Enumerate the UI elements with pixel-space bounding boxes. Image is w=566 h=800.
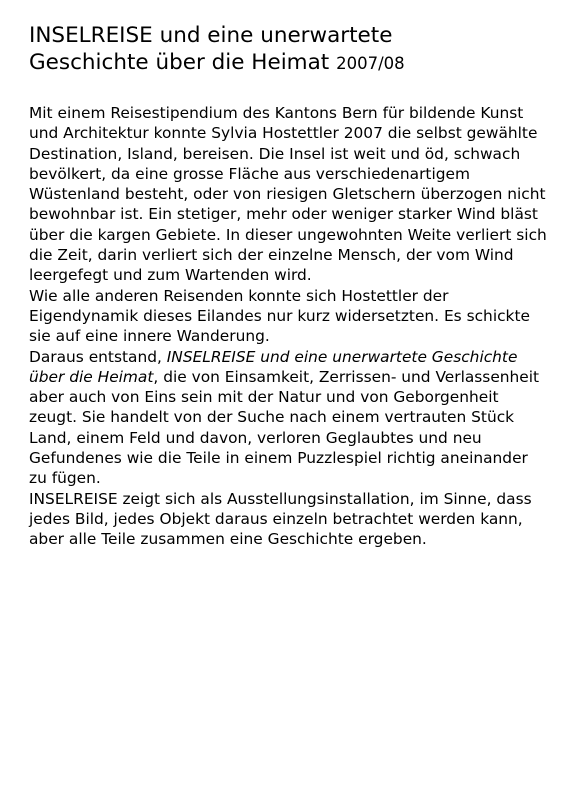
- document-page: [29, 22, 549, 550]
- paragraph-3-work-title: INSELREISE und eine unerwartete Geschichte über die Heimat: [29, 347, 518, 386]
- paragraph-4: INSELREISE zeigt sich als Ausstellungsinstallation, im Sinne, dass jedes Bild, jedes Objekt daraus einzeln betrachtet werden kann, aber alle Teile zusammen eine Geschichte ergeben.: [29, 489, 532, 549]
- paragraph-3: [29, 347, 549, 489]
- paragraph-1: Mit einem Reisestipendium des Kantons Bern für bildende Kunst und Architektur konnte Sylvia Hostettler 2007 die selbst gewählte Destination, Island, bereisen. Die Insel ist weit und öd, schwach bevölkert, da eine grosse Fläche aus verschiedenartigem Wüstenland besteht, oder von riesigen Gletschern überzogen nicht bewohnbar ist. Ein stetiger, mehr oder weniger starker Wind bläst über die kargen Gebiete. In dieser ungewohnten Weite verliert sich die Zeit, darin verliert sich der einzelne Mensch, der vom Wind leergefegt und zum Wartenden wird.: [29, 104, 547, 285]
- paragraph-2: Wie alle anderen Reisenden konnte sich Hostettler der Eigendynamik dieses Eilandes nur kurz widersetzten. Es schickte sie auf eine innere Wanderung.: [29, 286, 530, 346]
- document-body: [29, 103, 549, 550]
- title-line-2: Geschichte über die Heimat: [29, 50, 330, 75]
- document-title: [29, 22, 549, 77]
- title-line-1: INSELREISE und eine unerwartete: [29, 23, 393, 48]
- paragraph-3-intro: Daraus entstand,: [29, 347, 167, 366]
- title-year: 2007/08: [336, 54, 405, 73]
- paragraph-3-rest: , die von Einsamkeit, Zerrissen- und Verlassenheit aber auch von Eins sein mit der Natur und von Geborgenheit zeugt. Sie handelt von der Suche nach einem vertrauten Stück Land, einem Feld und davon, verloren Geglaubtes und neu Gefundenes wie die Teile in einem Puzzlespiel richtig aneinander zu fügen.: [29, 367, 540, 488]
